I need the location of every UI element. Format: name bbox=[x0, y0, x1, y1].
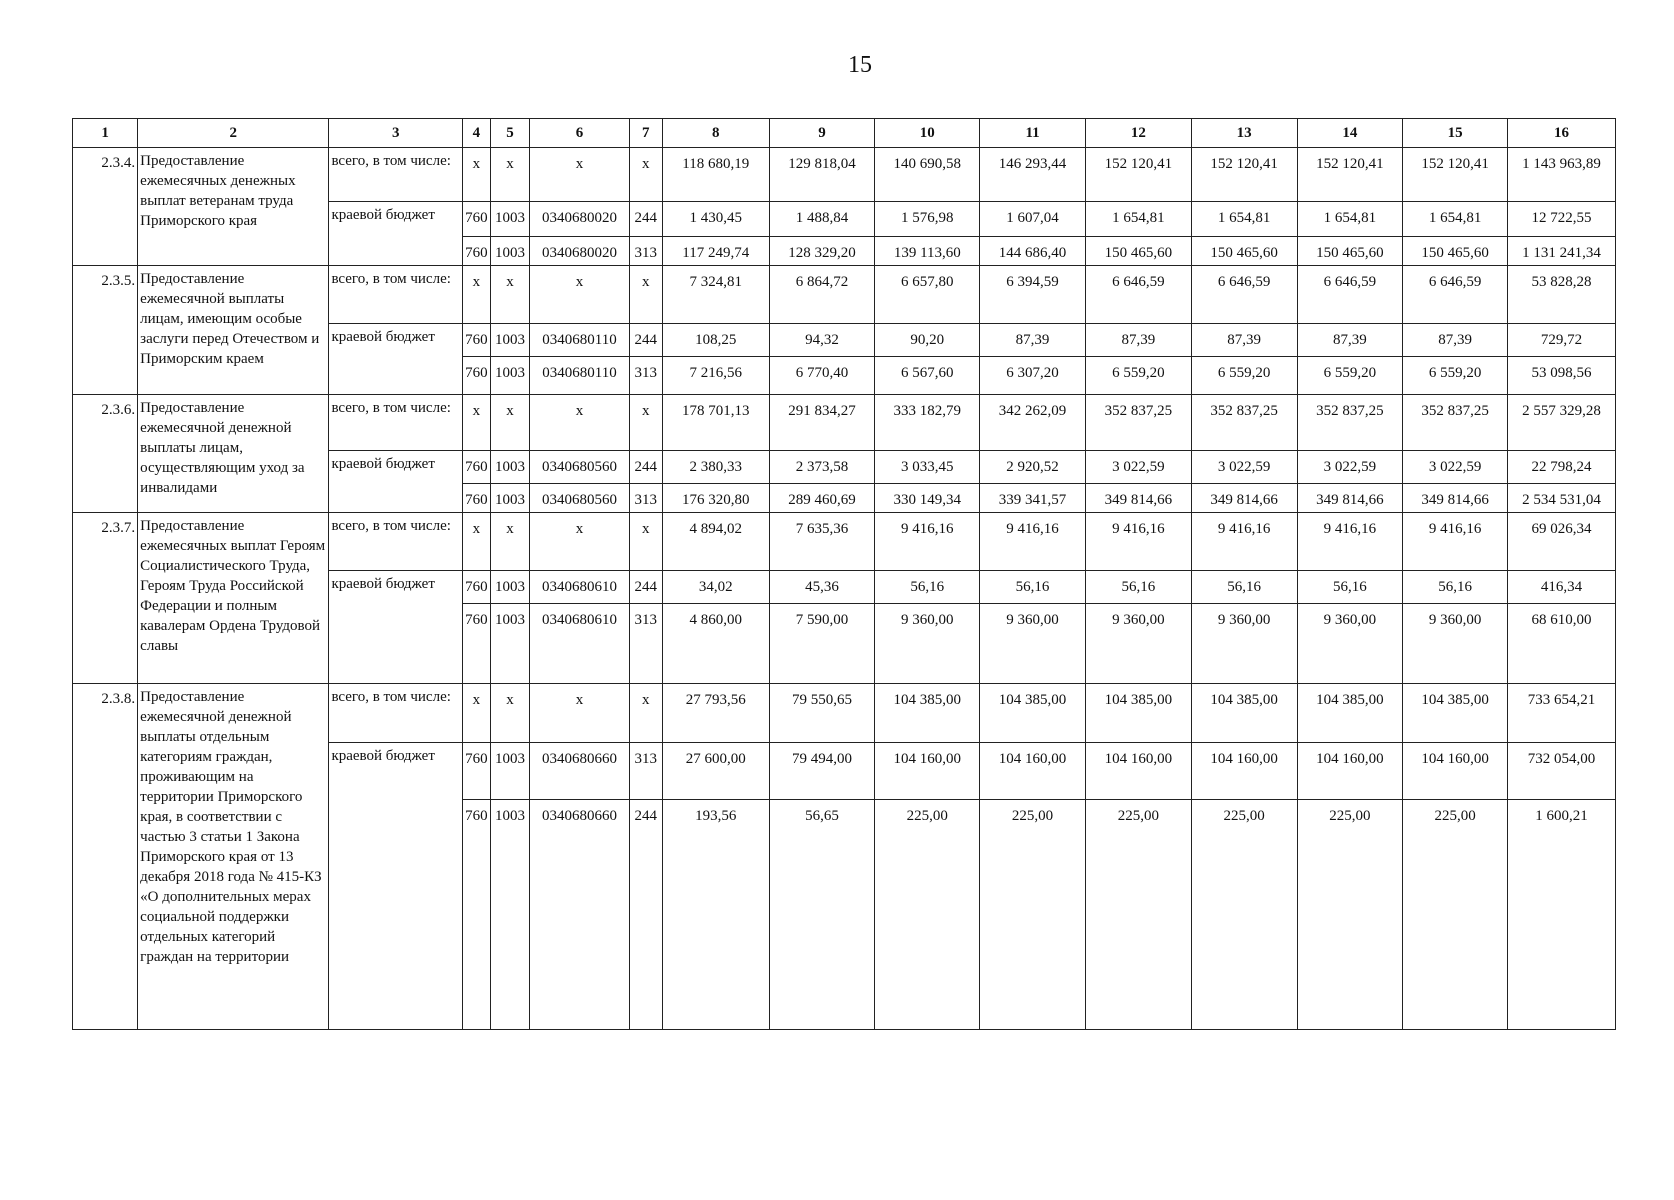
value-cell: 225,00 bbox=[1403, 800, 1508, 1030]
value-cell: 79 494,00 bbox=[769, 743, 875, 800]
code-expense-type: 244 bbox=[629, 800, 662, 1030]
value-cell: 90,20 bbox=[875, 324, 980, 357]
value-cell: 87,39 bbox=[1403, 324, 1508, 357]
code-expense-type: 313 bbox=[629, 357, 662, 395]
value-cell: 104 385,00 bbox=[1403, 684, 1508, 743]
code-target-article: 0340680560 bbox=[530, 451, 629, 484]
code-gov-body: х bbox=[463, 684, 491, 743]
value-cell: 352 837,25 bbox=[1297, 395, 1403, 451]
code-expense-type: 313 bbox=[629, 484, 662, 513]
code-section: 1003 bbox=[490, 484, 530, 513]
code-section: х bbox=[490, 148, 530, 202]
code-expense-type: х bbox=[629, 148, 662, 202]
value-cell: 150 465,60 bbox=[1297, 237, 1403, 266]
item-number: 2.3.7. bbox=[73, 513, 138, 684]
value-cell: 333 182,79 bbox=[875, 395, 980, 451]
value-cell: 56,16 bbox=[980, 571, 1086, 604]
code-section: 1003 bbox=[490, 604, 530, 684]
value-cell: 1 430,45 bbox=[662, 202, 769, 237]
value-cell: 3 033,45 bbox=[875, 451, 980, 484]
item-description: Предоставление ежемесячных денежных выплат ветеранам труда Приморского края bbox=[138, 148, 329, 266]
value-cell: 1 654,81 bbox=[1085, 202, 1191, 237]
funding-source: краевой бюджет bbox=[329, 324, 463, 395]
value-cell: 193,56 bbox=[662, 800, 769, 1030]
code-gov-body: 760 bbox=[463, 571, 491, 604]
value-cell: 2 373,58 bbox=[769, 451, 875, 484]
code-section: 1003 bbox=[490, 743, 530, 800]
value-cell: 6 307,20 bbox=[980, 357, 1086, 395]
value-cell: 27 600,00 bbox=[662, 743, 769, 800]
value-cell: 1 607,04 bbox=[980, 202, 1086, 237]
value-cell: 349 814,66 bbox=[1085, 484, 1191, 513]
value-cell: 104 385,00 bbox=[980, 684, 1086, 743]
header-cell: 13 bbox=[1191, 119, 1297, 148]
value-cell: 6 646,59 bbox=[1191, 266, 1297, 324]
header-cell: 9 bbox=[769, 119, 875, 148]
value-cell: 6 394,59 bbox=[980, 266, 1086, 324]
code-target-article: х bbox=[530, 395, 629, 451]
value-cell: 7 216,56 bbox=[662, 357, 769, 395]
item-description: Предоставление ежемесячных выплат Героям Социалистического Труда, Героям Труда Российской Федерации и полным кавалерам Ордена Трудовой славы bbox=[138, 513, 329, 684]
header-cell: 11 bbox=[980, 119, 1086, 148]
value-cell: 416,34 bbox=[1508, 571, 1616, 604]
funding-source: краевой бюджет bbox=[329, 202, 463, 266]
value-cell: 6 646,59 bbox=[1403, 266, 1508, 324]
code-gov-body: 760 bbox=[463, 484, 491, 513]
header-cell: 7 bbox=[629, 119, 662, 148]
code-expense-type: 244 bbox=[629, 202, 662, 237]
value-cell: 9 416,16 bbox=[980, 513, 1086, 571]
code-gov-body: х bbox=[463, 148, 491, 202]
code-gov-body: 760 bbox=[463, 357, 491, 395]
value-cell: 1 654,81 bbox=[1297, 202, 1403, 237]
value-cell: 104 385,00 bbox=[1191, 684, 1297, 743]
value-cell: 6 559,20 bbox=[1297, 357, 1403, 395]
code-expense-type: 244 bbox=[629, 451, 662, 484]
value-cell: 291 834,27 bbox=[769, 395, 875, 451]
value-cell: 117 249,74 bbox=[662, 237, 769, 266]
code-gov-body: х bbox=[463, 513, 491, 571]
value-cell: 225,00 bbox=[1191, 800, 1297, 1030]
funding-source: всего, в том числе: bbox=[329, 266, 463, 324]
item-number: 2.3.4. bbox=[73, 148, 138, 266]
value-cell: 56,65 bbox=[769, 800, 875, 1030]
code-section: 1003 bbox=[490, 202, 530, 237]
value-cell: 6 864,72 bbox=[769, 266, 875, 324]
value-cell: 56,16 bbox=[875, 571, 980, 604]
code-target-article: 0340680610 bbox=[530, 571, 629, 604]
value-cell: 87,39 bbox=[1297, 324, 1403, 357]
table-row bbox=[73, 266, 1616, 324]
value-cell: 104 160,00 bbox=[1297, 743, 1403, 800]
code-section: х bbox=[490, 395, 530, 451]
value-cell: 152 120,41 bbox=[1403, 148, 1508, 202]
value-cell: 27 793,56 bbox=[662, 684, 769, 743]
value-cell: 1 654,81 bbox=[1403, 202, 1508, 237]
value-cell: 140 690,58 bbox=[875, 148, 980, 202]
code-section: 1003 bbox=[490, 571, 530, 604]
value-cell: 3 022,59 bbox=[1403, 451, 1508, 484]
value-cell: 56,16 bbox=[1191, 571, 1297, 604]
budget-table bbox=[72, 118, 1616, 1030]
page-number: 15 bbox=[848, 52, 872, 78]
value-cell: 22 798,24 bbox=[1508, 451, 1616, 484]
value-cell: 34,02 bbox=[662, 571, 769, 604]
value-cell: 4 860,00 bbox=[662, 604, 769, 684]
value-cell: 79 550,65 bbox=[769, 684, 875, 743]
value-cell: 289 460,69 bbox=[769, 484, 875, 513]
header-cell: 2 bbox=[138, 119, 329, 148]
value-cell: 352 837,25 bbox=[1403, 395, 1508, 451]
code-expense-type: х bbox=[629, 513, 662, 571]
value-cell: 104 385,00 bbox=[875, 684, 980, 743]
value-cell: 9 360,00 bbox=[875, 604, 980, 684]
value-cell: 108,25 bbox=[662, 324, 769, 357]
code-section: 1003 bbox=[490, 324, 530, 357]
value-cell: 6 559,20 bbox=[1403, 357, 1508, 395]
value-cell: 1 654,81 bbox=[1191, 202, 1297, 237]
code-gov-body: 760 bbox=[463, 202, 491, 237]
value-cell: 7 324,81 bbox=[662, 266, 769, 324]
value-cell: 225,00 bbox=[1297, 800, 1403, 1030]
value-cell: 9 416,16 bbox=[1297, 513, 1403, 571]
value-cell: 7 590,00 bbox=[769, 604, 875, 684]
value-cell: 225,00 bbox=[875, 800, 980, 1030]
code-gov-body: 760 bbox=[463, 743, 491, 800]
code-target-article: 0340680020 bbox=[530, 237, 629, 266]
code-section: х bbox=[490, 266, 530, 324]
header-cell: 14 bbox=[1297, 119, 1403, 148]
value-cell: 1 576,98 bbox=[875, 202, 980, 237]
table-row bbox=[73, 148, 1616, 202]
code-gov-body: х bbox=[463, 266, 491, 324]
table-body bbox=[73, 148, 1616, 1030]
code-target-article: 0340680020 bbox=[530, 202, 629, 237]
code-section: 1003 bbox=[490, 800, 530, 1030]
code-section: 1003 bbox=[490, 237, 530, 266]
value-cell: 339 341,57 bbox=[980, 484, 1086, 513]
header-row bbox=[73, 119, 1616, 148]
item-number: 2.3.6. bbox=[73, 395, 138, 513]
code-expense-type: х bbox=[629, 266, 662, 324]
code-gov-body: 760 bbox=[463, 237, 491, 266]
header-cell: 8 bbox=[662, 119, 769, 148]
value-cell: 152 120,41 bbox=[1297, 148, 1403, 202]
code-gov-body: 760 bbox=[463, 324, 491, 357]
code-expense-type: х bbox=[629, 395, 662, 451]
value-cell: 1 600,21 bbox=[1508, 800, 1616, 1030]
header-cell: 12 bbox=[1085, 119, 1191, 148]
value-cell: 56,16 bbox=[1085, 571, 1191, 604]
value-cell: 1 488,84 bbox=[769, 202, 875, 237]
value-cell: 94,32 bbox=[769, 324, 875, 357]
code-target-article: 0340680560 bbox=[530, 484, 629, 513]
funding-source: краевой бюджет bbox=[329, 451, 463, 513]
value-cell: 9 416,16 bbox=[875, 513, 980, 571]
code-section: 1003 bbox=[490, 357, 530, 395]
table-row bbox=[73, 395, 1616, 451]
code-section: х bbox=[490, 684, 530, 743]
value-cell: 144 686,40 bbox=[980, 237, 1086, 266]
value-cell: 129 818,04 bbox=[769, 148, 875, 202]
value-cell: 2 920,52 bbox=[980, 451, 1086, 484]
funding-source: краевой бюджет bbox=[329, 743, 463, 1030]
value-cell: 2 380,33 bbox=[662, 451, 769, 484]
value-cell: 104 160,00 bbox=[875, 743, 980, 800]
header-cell: 3 bbox=[329, 119, 463, 148]
value-cell: 150 465,60 bbox=[1403, 237, 1508, 266]
value-cell: 1 143 963,89 bbox=[1508, 148, 1616, 202]
value-cell: 176 320,80 bbox=[662, 484, 769, 513]
value-cell: 349 814,66 bbox=[1191, 484, 1297, 513]
value-cell: 349 814,66 bbox=[1297, 484, 1403, 513]
value-cell: 104 385,00 bbox=[1085, 684, 1191, 743]
value-cell: 330 149,34 bbox=[875, 484, 980, 513]
code-target-article: 0340680110 bbox=[530, 357, 629, 395]
value-cell: 104 160,00 bbox=[1085, 743, 1191, 800]
value-cell: 7 635,36 bbox=[769, 513, 875, 571]
value-cell: 9 416,16 bbox=[1191, 513, 1297, 571]
value-cell: 729,72 bbox=[1508, 324, 1616, 357]
value-cell: 3 022,59 bbox=[1085, 451, 1191, 484]
value-cell: 53 098,56 bbox=[1508, 357, 1616, 395]
table-row bbox=[73, 684, 1616, 743]
item-description: Предоставление ежемесячной выплаты лицам, имеющим особые заслуги перед Отечеством и Приморским краем bbox=[138, 266, 329, 395]
code-gov-body: х bbox=[463, 395, 491, 451]
value-cell: 9 360,00 bbox=[1297, 604, 1403, 684]
code-target-article: 0340680660 bbox=[530, 743, 629, 800]
code-expense-type: 313 bbox=[629, 237, 662, 266]
value-cell: 349 814,66 bbox=[1403, 484, 1508, 513]
funding-source: всего, в том числе: bbox=[329, 148, 463, 202]
value-cell: 225,00 bbox=[1085, 800, 1191, 1030]
code-gov-body: 760 bbox=[463, 451, 491, 484]
code-expense-type: 313 bbox=[629, 743, 662, 800]
code-expense-type: 313 bbox=[629, 604, 662, 684]
code-target-article: 0340680110 bbox=[530, 324, 629, 357]
code-target-article: х bbox=[530, 266, 629, 324]
value-cell: 104 160,00 bbox=[1191, 743, 1297, 800]
code-gov-body: 760 bbox=[463, 604, 491, 684]
table-row bbox=[73, 513, 1616, 571]
value-cell: 104 160,00 bbox=[980, 743, 1086, 800]
value-cell: 352 837,25 bbox=[1085, 395, 1191, 451]
code-expense-type: х bbox=[629, 684, 662, 743]
value-cell: 53 828,28 bbox=[1508, 266, 1616, 324]
value-cell: 2 557 329,28 bbox=[1508, 395, 1616, 451]
value-cell: 2 534 531,04 bbox=[1508, 484, 1616, 513]
value-cell: 118 680,19 bbox=[662, 148, 769, 202]
funding-source: краевой бюджет bbox=[329, 571, 463, 684]
value-cell: 9 360,00 bbox=[1191, 604, 1297, 684]
value-cell: 152 120,41 bbox=[1191, 148, 1297, 202]
value-cell: 128 329,20 bbox=[769, 237, 875, 266]
item-number: 2.3.5. bbox=[73, 266, 138, 395]
value-cell: 9 416,16 bbox=[1403, 513, 1508, 571]
item-number: 2.3.8. bbox=[73, 684, 138, 1030]
value-cell: 6 559,20 bbox=[1085, 357, 1191, 395]
value-cell: 3 022,59 bbox=[1191, 451, 1297, 484]
value-cell: 9 416,16 bbox=[1085, 513, 1191, 571]
code-target-article: х bbox=[530, 684, 629, 743]
value-cell: 3 022,59 bbox=[1297, 451, 1403, 484]
code-section: х bbox=[490, 513, 530, 571]
value-cell: 732 054,00 bbox=[1508, 743, 1616, 800]
value-cell: 146 293,44 bbox=[980, 148, 1086, 202]
value-cell: 56,16 bbox=[1403, 571, 1508, 604]
item-description: Предоставление ежемесячной денежной выплаты лицам, осуществляющим уход за инвалидами bbox=[138, 395, 329, 513]
value-cell: 87,39 bbox=[980, 324, 1086, 357]
value-cell: 225,00 bbox=[980, 800, 1086, 1030]
funding-source: всего, в том числе: bbox=[329, 395, 463, 451]
item-description: Предоставление ежемесячной денежной выплаты отдельным категориям граждан, проживающим на территории Приморского края, в соответствии с частью 3 статьи 1 Закона Приморского края от 13 декабря 2018 года № 415-КЗ «О дополнительных мерах социальной поддержки отдельных категорий граждан на территории bbox=[138, 684, 329, 1030]
value-cell: 150 465,60 bbox=[1191, 237, 1297, 266]
funding-source: всего, в том числе: bbox=[329, 513, 463, 571]
code-target-article: х bbox=[530, 148, 629, 202]
value-cell: 6 646,59 bbox=[1085, 266, 1191, 324]
value-cell: 9 360,00 bbox=[980, 604, 1086, 684]
header-cell: 16 bbox=[1508, 119, 1616, 148]
code-expense-type: 244 bbox=[629, 324, 662, 357]
header-cell: 1 bbox=[73, 119, 138, 148]
value-cell: 6 646,59 bbox=[1297, 266, 1403, 324]
code-target-article: х bbox=[530, 513, 629, 571]
value-cell: 45,36 bbox=[769, 571, 875, 604]
value-cell: 56,16 bbox=[1297, 571, 1403, 604]
header-cell: 5 bbox=[490, 119, 530, 148]
value-cell: 12 722,55 bbox=[1508, 202, 1616, 237]
value-cell: 6 657,80 bbox=[875, 266, 980, 324]
code-target-article: 0340680660 bbox=[530, 800, 629, 1030]
value-cell: 6 770,40 bbox=[769, 357, 875, 395]
value-cell: 87,39 bbox=[1191, 324, 1297, 357]
value-cell: 352 837,25 bbox=[1191, 395, 1297, 451]
value-cell: 104 160,00 bbox=[1403, 743, 1508, 800]
value-cell: 152 120,41 bbox=[1085, 148, 1191, 202]
header-cell: 15 bbox=[1403, 119, 1508, 148]
value-cell: 68 610,00 bbox=[1508, 604, 1616, 684]
funding-source: всего, в том числе: bbox=[329, 684, 463, 743]
value-cell: 9 360,00 bbox=[1085, 604, 1191, 684]
value-cell: 69 026,34 bbox=[1508, 513, 1616, 571]
value-cell: 87,39 bbox=[1085, 324, 1191, 357]
value-cell: 150 465,60 bbox=[1085, 237, 1191, 266]
value-cell: 139 113,60 bbox=[875, 237, 980, 266]
value-cell: 733 654,21 bbox=[1508, 684, 1616, 743]
value-cell: 342 262,09 bbox=[980, 395, 1086, 451]
value-cell: 6 567,60 bbox=[875, 357, 980, 395]
value-cell: 104 385,00 bbox=[1297, 684, 1403, 743]
value-cell: 6 559,20 bbox=[1191, 357, 1297, 395]
value-cell: 178 701,13 bbox=[662, 395, 769, 451]
code-section: 1003 bbox=[490, 451, 530, 484]
header-cell: 4 bbox=[463, 119, 491, 148]
code-expense-type: 244 bbox=[629, 571, 662, 604]
value-cell: 9 360,00 bbox=[1403, 604, 1508, 684]
value-cell: 1 131 241,34 bbox=[1508, 237, 1616, 266]
code-gov-body: 760 bbox=[463, 800, 491, 1030]
code-target-article: 0340680610 bbox=[530, 604, 629, 684]
header-cell: 10 bbox=[875, 119, 980, 148]
value-cell: 4 894,02 bbox=[662, 513, 769, 571]
header-cell: 6 bbox=[530, 119, 629, 148]
